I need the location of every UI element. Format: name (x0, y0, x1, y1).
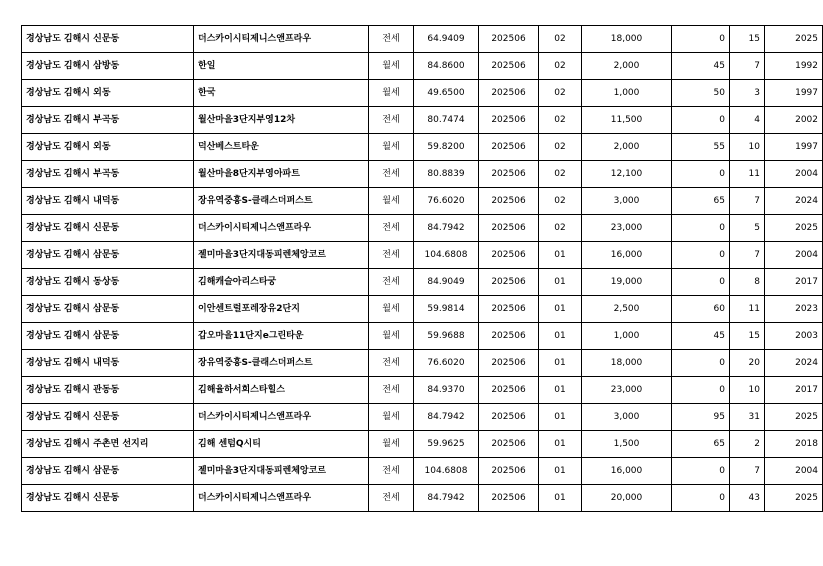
cell-type: 월세 (369, 296, 414, 323)
cell-floor: 11 (730, 161, 765, 188)
cell-floor: 20 (730, 350, 765, 377)
cell-deposit: 23,000 (582, 377, 672, 404)
table-row (22, 350, 823, 377)
cell-ym: 202506 (479, 107, 539, 134)
cell-type: 전세 (369, 350, 414, 377)
cell-region: 경상남도 김해시 외동 (22, 80, 194, 107)
cell-floor: 5 (730, 215, 765, 242)
cell-type: 월세 (369, 53, 414, 80)
cell-name: 더스카이시티제니스앤프라우 (194, 404, 369, 431)
cell-deposit: 3,000 (582, 404, 672, 431)
cell-name: 덕산베스트타운 (194, 134, 369, 161)
cell-year: 2002 (765, 107, 823, 134)
cell-area: 49.6500 (414, 80, 479, 107)
cell-region: 경상남도 김해시 신문동 (22, 26, 194, 53)
cell-region: 경상남도 김해시 신문동 (22, 485, 194, 512)
table-body (22, 26, 823, 512)
cell-rent: 65 (672, 188, 730, 215)
cell-rent: 0 (672, 161, 730, 188)
table-row (22, 404, 823, 431)
table-row (22, 188, 823, 215)
cell-ym: 202506 (479, 323, 539, 350)
cell-name: 장유역중흥S-클래스더퍼스트 (194, 188, 369, 215)
cell-day: 02 (539, 188, 582, 215)
cell-ym: 202506 (479, 215, 539, 242)
cell-region: 경상남도 김해시 부곡동 (22, 161, 194, 188)
cell-ym: 202506 (479, 161, 539, 188)
cell-name: 젤미마을3단지대동피렌체앙코르 (194, 458, 369, 485)
cell-year: 1997 (765, 134, 823, 161)
cell-deposit: 19,000 (582, 269, 672, 296)
cell-area: 84.7942 (414, 485, 479, 512)
cell-rent: 0 (672, 242, 730, 269)
cell-deposit: 23,000 (582, 215, 672, 242)
cell-name: 젤미마을3단지대동피렌체앙코르 (194, 242, 369, 269)
cell-day: 01 (539, 296, 582, 323)
cell-area: 76.6020 (414, 350, 479, 377)
cell-name: 한국 (194, 80, 369, 107)
cell-day: 01 (539, 350, 582, 377)
cell-area: 84.7942 (414, 215, 479, 242)
cell-type: 전세 (369, 242, 414, 269)
cell-floor: 15 (730, 26, 765, 53)
cell-type: 월세 (369, 404, 414, 431)
cell-area: 84.9049 (414, 269, 479, 296)
cell-day: 02 (539, 80, 582, 107)
cell-ym: 202506 (479, 377, 539, 404)
table-row (22, 323, 823, 350)
table-row (22, 431, 823, 458)
cell-year: 2018 (765, 431, 823, 458)
cell-type: 월세 (369, 134, 414, 161)
cell-region: 경상남도 김해시 외동 (22, 134, 194, 161)
cell-year: 2003 (765, 323, 823, 350)
cell-name: 월산마을8단지부영아파트 (194, 161, 369, 188)
cell-region: 경상남도 김해시 주촌면 선지리 (22, 431, 194, 458)
cell-ym: 202506 (479, 188, 539, 215)
cell-deposit: 18,000 (582, 350, 672, 377)
table-row (22, 80, 823, 107)
cell-region: 경상남도 김해시 삼문동 (22, 458, 194, 485)
cell-area: 84.7942 (414, 404, 479, 431)
cell-deposit: 16,000 (582, 458, 672, 485)
cell-rent: 45 (672, 323, 730, 350)
cell-floor: 2 (730, 431, 765, 458)
cell-area: 84.8600 (414, 53, 479, 80)
cell-floor: 7 (730, 188, 765, 215)
cell-floor: 8 (730, 269, 765, 296)
cell-ym: 202506 (479, 80, 539, 107)
cell-day: 01 (539, 269, 582, 296)
cell-rent: 0 (672, 350, 730, 377)
cell-deposit: 18,000 (582, 26, 672, 53)
cell-year: 2025 (765, 404, 823, 431)
cell-name: 더스카이시티제니스앤프라우 (194, 215, 369, 242)
cell-year: 2017 (765, 269, 823, 296)
cell-year: 2025 (765, 215, 823, 242)
cell-type: 전세 (369, 215, 414, 242)
cell-deposit: 12,100 (582, 161, 672, 188)
cell-rent: 60 (672, 296, 730, 323)
cell-day: 01 (539, 404, 582, 431)
cell-region: 경상남도 김해시 내덕동 (22, 350, 194, 377)
cell-year: 1997 (765, 80, 823, 107)
cell-day: 01 (539, 485, 582, 512)
cell-rent: 0 (672, 377, 730, 404)
cell-deposit: 2,500 (582, 296, 672, 323)
table-row (22, 269, 823, 296)
table-row (22, 53, 823, 80)
cell-rent: 0 (672, 215, 730, 242)
cell-area: 64.9409 (414, 26, 479, 53)
cell-floor: 15 (730, 323, 765, 350)
cell-floor: 10 (730, 377, 765, 404)
cell-deposit: 20,000 (582, 485, 672, 512)
cell-year: 2025 (765, 485, 823, 512)
cell-rent: 0 (672, 26, 730, 53)
cell-rent: 0 (672, 269, 730, 296)
cell-year: 1992 (765, 53, 823, 80)
cell-year: 2024 (765, 188, 823, 215)
cell-region: 경상남도 김해시 삼문동 (22, 296, 194, 323)
cell-deposit: 11,500 (582, 107, 672, 134)
table-row (22, 377, 823, 404)
cell-type: 전세 (369, 107, 414, 134)
cell-type: 월세 (369, 80, 414, 107)
cell-ym: 202506 (479, 404, 539, 431)
cell-rent: 95 (672, 404, 730, 431)
cell-ym: 202506 (479, 53, 539, 80)
cell-name: 김해율하서희스타힐스 (194, 377, 369, 404)
cell-area: 59.8200 (414, 134, 479, 161)
cell-region: 경상남도 김해시 동상동 (22, 269, 194, 296)
cell-deposit: 16,000 (582, 242, 672, 269)
cell-ym: 202506 (479, 296, 539, 323)
cell-name: 갑오마을11단지e그린타운 (194, 323, 369, 350)
cell-region: 경상남도 김해시 신문동 (22, 215, 194, 242)
cell-ym: 202506 (479, 242, 539, 269)
cell-year: 2017 (765, 377, 823, 404)
cell-ym: 202506 (479, 134, 539, 161)
cell-region: 경상남도 김해시 부곡동 (22, 107, 194, 134)
cell-area: 59.9814 (414, 296, 479, 323)
cell-type: 전세 (369, 26, 414, 53)
cell-year: 2025 (765, 26, 823, 53)
cell-day: 01 (539, 377, 582, 404)
cell-deposit: 2,000 (582, 134, 672, 161)
cell-deposit: 1,000 (582, 80, 672, 107)
cell-region: 경상남도 김해시 삼방동 (22, 53, 194, 80)
cell-day: 01 (539, 458, 582, 485)
cell-region: 경상남도 김해시 신문동 (22, 404, 194, 431)
cell-area: 80.8839 (414, 161, 479, 188)
cell-area: 80.7474 (414, 107, 479, 134)
cell-day: 02 (539, 215, 582, 242)
cell-name: 더스카이시티제니스앤프라우 (194, 485, 369, 512)
cell-day: 02 (539, 26, 582, 53)
cell-rent: 0 (672, 107, 730, 134)
cell-area: 59.9625 (414, 431, 479, 458)
cell-day: 01 (539, 242, 582, 269)
table-row (22, 242, 823, 269)
cell-ym: 202506 (479, 485, 539, 512)
cell-day: 02 (539, 161, 582, 188)
cell-name: 김해캐슬아리스타궁 (194, 269, 369, 296)
cell-day: 02 (539, 107, 582, 134)
cell-ym: 202506 (479, 458, 539, 485)
cell-ym: 202506 (479, 350, 539, 377)
cell-floor: 43 (730, 485, 765, 512)
cell-area: 59.9688 (414, 323, 479, 350)
cell-day: 02 (539, 53, 582, 80)
cell-ym: 202506 (479, 269, 539, 296)
cell-floor: 4 (730, 107, 765, 134)
cell-year: 2004 (765, 161, 823, 188)
cell-rent: 55 (672, 134, 730, 161)
cell-type: 전세 (369, 269, 414, 296)
cell-type: 월세 (369, 323, 414, 350)
cell-type: 전세 (369, 458, 414, 485)
cell-floor: 7 (730, 242, 765, 269)
cell-type: 월세 (369, 188, 414, 215)
cell-year: 2024 (765, 350, 823, 377)
cell-name: 김해 센텀Q시티 (194, 431, 369, 458)
cell-deposit: 1,500 (582, 431, 672, 458)
cell-region: 경상남도 김해시 삼문동 (22, 323, 194, 350)
table-row (22, 107, 823, 134)
cell-area: 104.6808 (414, 458, 479, 485)
cell-ym: 202506 (479, 26, 539, 53)
cell-name: 월산마을3단지부영12차 (194, 107, 369, 134)
cell-area: 104.6808 (414, 242, 479, 269)
table-row (22, 485, 823, 512)
cell-name: 장유역중흥S-클래스더퍼스트 (194, 350, 369, 377)
cell-floor: 11 (730, 296, 765, 323)
table-row (22, 134, 823, 161)
cell-rent: 0 (672, 485, 730, 512)
cell-day: 02 (539, 134, 582, 161)
cell-name: 한일 (194, 53, 369, 80)
cell-rent: 45 (672, 53, 730, 80)
cell-day: 01 (539, 431, 582, 458)
cell-ym: 202506 (479, 431, 539, 458)
cell-type: 월세 (369, 431, 414, 458)
cell-floor: 31 (730, 404, 765, 431)
cell-year: 2004 (765, 242, 823, 269)
cell-type: 전세 (369, 377, 414, 404)
cell-area: 76.6020 (414, 188, 479, 215)
cell-type: 전세 (369, 485, 414, 512)
cell-year: 2023 (765, 296, 823, 323)
cell-day: 01 (539, 323, 582, 350)
cell-year: 2004 (765, 458, 823, 485)
table-row (22, 296, 823, 323)
cell-region: 경상남도 김해시 내덕동 (22, 188, 194, 215)
cell-name: 이안센트럴포레장유2단지 (194, 296, 369, 323)
cell-area: 84.9370 (414, 377, 479, 404)
cell-floor: 7 (730, 53, 765, 80)
table-row (22, 161, 823, 188)
cell-deposit: 2,000 (582, 53, 672, 80)
table-row (22, 26, 823, 53)
cell-floor: 3 (730, 80, 765, 107)
table-row (22, 458, 823, 485)
cell-name: 더스카이시티제니스앤프라우 (194, 26, 369, 53)
cell-region: 경상남도 김해시 관동동 (22, 377, 194, 404)
cell-deposit: 3,000 (582, 188, 672, 215)
cell-type: 전세 (369, 161, 414, 188)
cell-floor: 10 (730, 134, 765, 161)
cell-rent: 65 (672, 431, 730, 458)
cell-rent: 50 (672, 80, 730, 107)
cell-deposit: 1,000 (582, 323, 672, 350)
transactions-table (21, 25, 823, 512)
table-row (22, 215, 823, 242)
cell-region: 경상남도 김해시 삼문동 (22, 242, 194, 269)
cell-rent: 0 (672, 458, 730, 485)
cell-floor: 7 (730, 458, 765, 485)
